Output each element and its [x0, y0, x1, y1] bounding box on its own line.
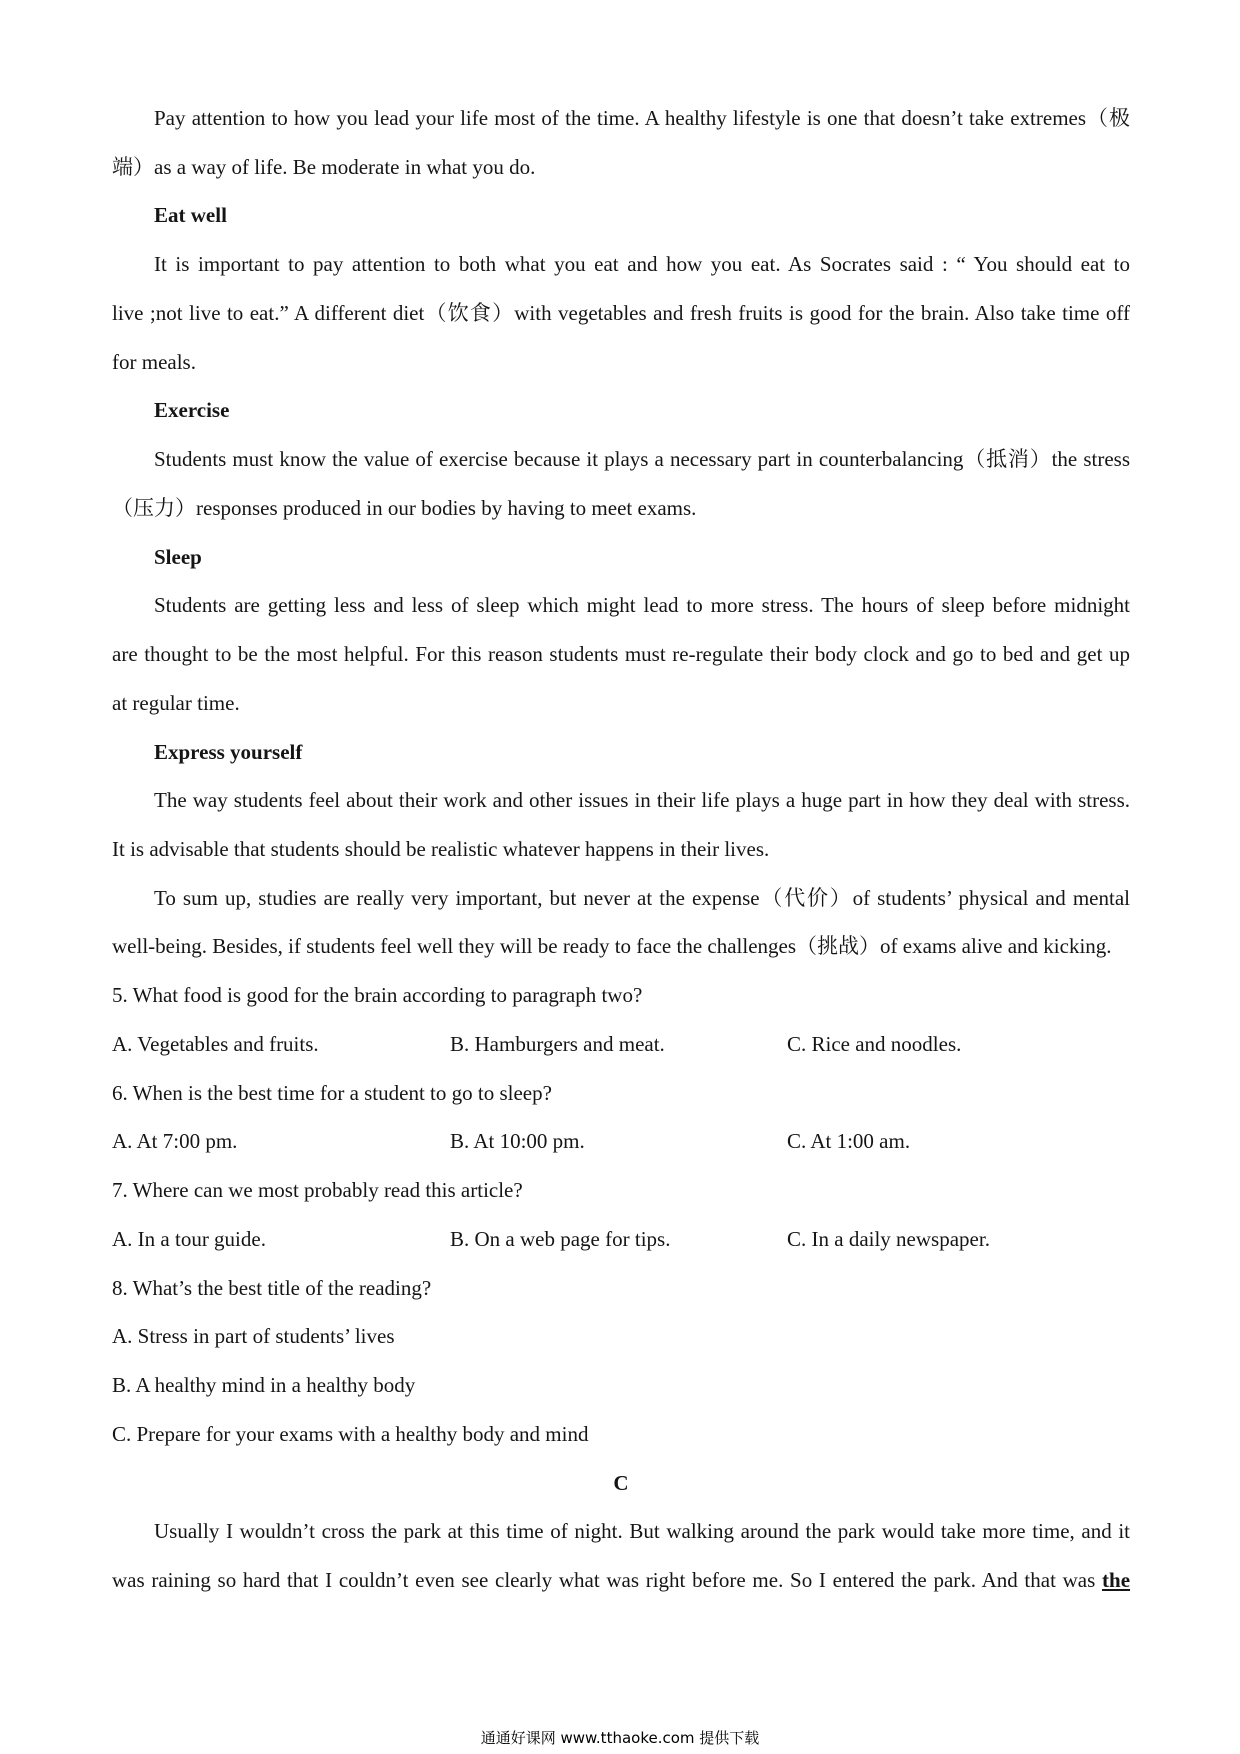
paragraph-line: Students must know the value of exercise because it plays a necessary part in counterbalancing（抵消）the stress [154, 447, 1130, 472]
option-c: C. Rice and noodles. [787, 1031, 962, 1056]
eat-well-paragraph [112, 240, 1130, 386]
section-heading-sleep: Sleep [154, 544, 202, 569]
paragraph-line: The way students feel about their work and other issues in their life plays a huge part in how they deal with stress. [154, 788, 1130, 813]
question-stem-5: 5. What food is good for the brain according to paragraph two? [112, 983, 643, 1008]
page-footer: 通通好课网 www.tthaoke.com 提供下载 [480, 1729, 760, 1747]
paragraph-line: 端）as a way of life. Be moderate in what you do. [112, 154, 536, 179]
emphasized-word: the [1102, 1568, 1131, 1593]
paragraph-line: Usually I wouldn’t cross the park at this time of night. But walking around the park would take more time, and it [154, 1519, 1130, 1544]
section-heading-eat-well: Eat well [154, 203, 227, 228]
option-a: A. In a tour guide. [112, 1226, 266, 1251]
question-stem-7: 7. Where can we most probably read this article? [112, 1178, 523, 1203]
intro-paragraph [112, 94, 1130, 191]
paragraph-line: well-being. Besides, if students feel well they will be ready to face the challenges（挑战）of exams alive and kicking. [112, 934, 1112, 959]
paragraph-line: It is advisable that students should be realistic whatever happens in their lives. [112, 837, 770, 862]
express-yourself-paragraph [112, 776, 1130, 873]
option-b: B. At 10:00 pm. [450, 1129, 585, 1154]
conclusion-paragraph [112, 874, 1130, 971]
option-a: A. Vegetables and fruits. [112, 1031, 319, 1056]
option-c: C. In a daily newspaper. [787, 1226, 990, 1251]
option-b: B. On a web page for tips. [450, 1226, 671, 1251]
paragraph-line: It is important to pay attention to both what you eat and how you eat. As Socrates said : “ You should eat to [154, 252, 1130, 277]
paragraph-line: at regular time. [112, 690, 240, 715]
sleep-paragraph [112, 581, 1130, 727]
section-heading-exercise: Exercise [154, 398, 230, 423]
option-a: A. Stress in part of students’ lives [112, 1324, 395, 1349]
paragraph-line: To sum up, studies are really very important, but never at the expense（代价）of students’ physical and mental [154, 885, 1130, 910]
page-content [112, 94, 1130, 1605]
option-b: B. A healthy mind in a healthy body [112, 1373, 416, 1398]
passage-label: C [613, 1470, 629, 1495]
passage-c-paragraph [112, 1507, 1130, 1604]
paragraph-line: for meals. [112, 349, 196, 374]
option-a: A. At 7:00 pm. [112, 1129, 238, 1154]
paragraph-line: Students are getting less and less of sleep which might lead to more stress. The hours of sleep before midnight [154, 593, 1130, 618]
paragraph-line: Pay attention to how you lead your life most of the time. A healthy lifestyle is one that doesn’t take extremes（极 [154, 106, 1130, 130]
paragraph-line: are thought to be the most helpful. For this reason students must re-regulate their body clock and go to bed and get up [112, 642, 1130, 667]
exercise-paragraph [112, 435, 1130, 532]
question-stem-6: 6. When is the best time for a student to go to sleep? [112, 1080, 552, 1105]
section-heading-express-yourself: Express yourself [154, 739, 303, 764]
paragraph-line: （压力）responses produced in our bodies by having to meet exams. [112, 495, 697, 520]
options-row-5 [112, 1020, 1130, 1069]
paragraph-line [112, 1556, 1130, 1605]
option-c: C. Prepare for your exams with a healthy body and mind [112, 1421, 589, 1446]
option-c: C. At 1:00 am. [787, 1129, 911, 1154]
options-row-7 [112, 1215, 1130, 1264]
line-text: was raining so hard that I couldn’t even see clearly what was right before me. So I entered the park. And that was [112, 1568, 1096, 1593]
paragraph-line: live ;not live to eat.” A different diet（饮食）with vegetables and fresh fruits is good for the brain. Also take time off [112, 300, 1130, 325]
options-row-6 [112, 1117, 1130, 1166]
option-b: B. Hamburgers and meat. [450, 1031, 665, 1056]
question-stem-8: 8. What’s the best title of the reading? [112, 1275, 432, 1300]
